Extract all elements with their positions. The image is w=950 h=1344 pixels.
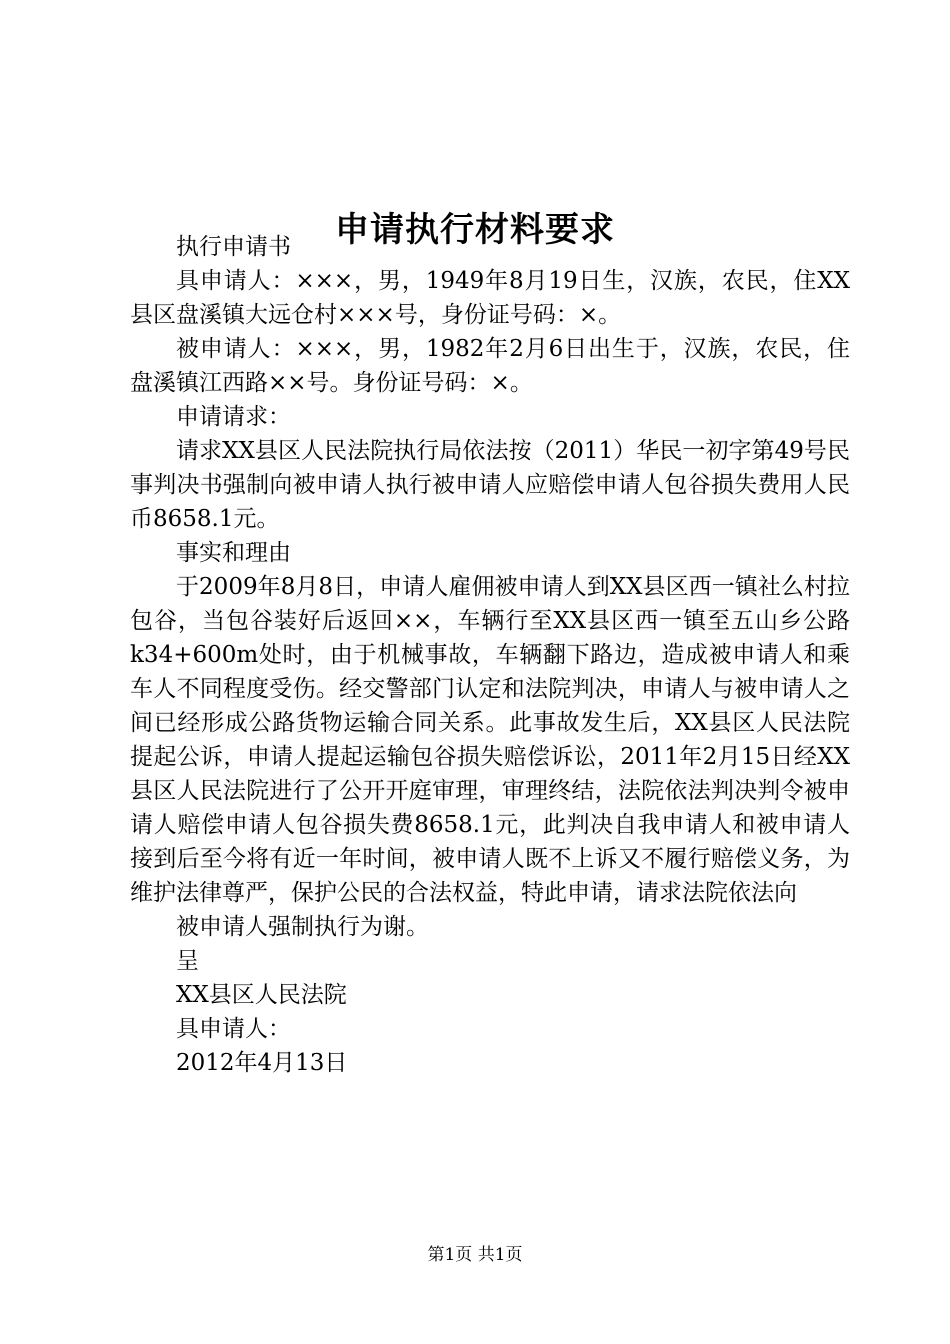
- paragraph-signature: 具申请人：: [176, 1016, 291, 1042]
- paragraph-submit-to: 呈: [176, 948, 199, 974]
- paragraph-applicant: 具申请人：×××，男，1949年8月19日生，汉族，农民，住XX县区盘溪镇大远仓村×××号，身份证号码：×。: [130, 268, 850, 328]
- paragraph-closing: 被申请人强制执行为谢。: [176, 914, 429, 940]
- paragraph-respondent: 被申请人：×××，男，1982年2月6日出生于，汉族，农民，住盘溪镇江西路××号。身份证号码：×。: [130, 336, 850, 396]
- document-body: [130, 230, 850, 1080]
- paragraph-request: 请求XX县区人民法院执行局依法按（2011）华民一初字第49号民事判决书强制向被申请人执行被申请人应赔偿申请人包谷损失费用人民币8658.1元。: [130, 438, 850, 532]
- paragraph-court-name: XX县区人民法院: [176, 982, 347, 1008]
- paragraph-date: 2012年4月13日: [176, 1050, 348, 1076]
- paragraph-facts: 于2009年8月8日，申请人雇佣被申请人到XX县区西一镇社么村拉包谷，当包谷装好后返回××，车辆行至XX县区西一镇至五山乡公路k34+600m处时，由于机械事故，车辆翻下路边，造成被申请人和乘车人不同程度受伤。经交警部门认定和法院判决，申请人与被申请人之间已经形成公路货物运输合同关系。此事故发生后，XX县区人民法院提起公诉，申请人提起运输包谷损失赔偿诉讼，2011年2月15日经XX县区人民法院进行了公开开庭审理，审理终结，法院依法判决判令被申请人赔偿申请人包谷损失费8658.1元，此判决自我申请人和被申请人接到后至今将有近一年时间，被申请人既不上诉又不履行赔偿义务，为维护法律尊严，保护公民的合法权益，特此申请，请求法院依法向: [130, 574, 850, 906]
- paragraph-facts-heading: 事实和理由: [176, 540, 291, 566]
- page-footer: 第1页 共1页: [427, 1245, 523, 1265]
- paragraph-request-heading: 申请请求：: [176, 404, 291, 430]
- paragraph-heading-application: 执行申请书: [176, 234, 291, 260]
- page-title: 申请执行材料要求: [335, 209, 615, 250]
